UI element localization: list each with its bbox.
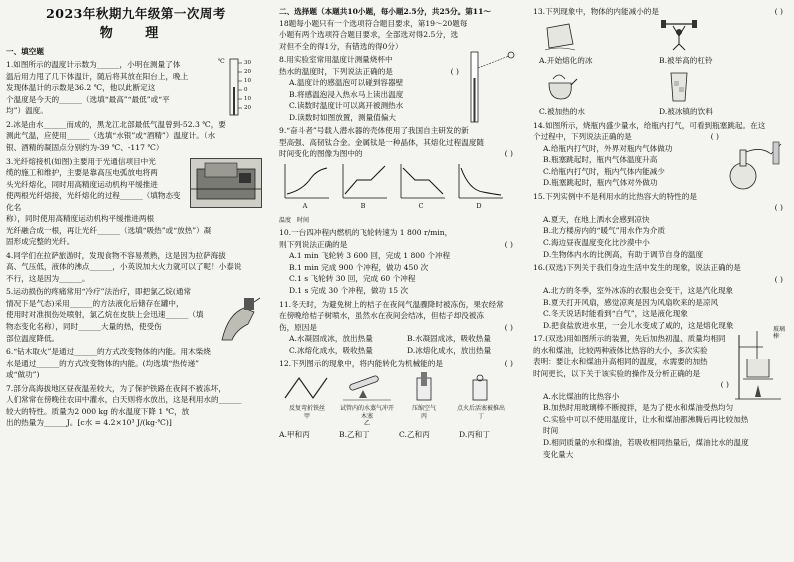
q12-answer-paren[interactable]: ( ) [504, 359, 513, 369]
q2-line: 银、酒精的凝固点分别约为-39 ℃、-117 ℃） [6, 143, 164, 152]
glass-rod-label: 玻璃棒 [773, 326, 786, 340]
q2-line: 2.冰是由水______而成的，黑龙江北部最低气温曾到-52.3 ℃，要 [6, 119, 226, 129]
q12-figure-ding [453, 372, 509, 427]
q10-answer-paren[interactable]: ( ) [504, 239, 513, 249]
q13-line-with-paren [533, 6, 789, 18]
q12-figure-yi [339, 372, 395, 427]
q1-line: 温后用力甩了几下体温计，随后将其放在阳台上，晚上 [6, 71, 189, 81]
q10-line: 10.一台四冲程内燃机的飞轮转速为 1 800 r/min， [279, 228, 453, 238]
question-6 [6, 346, 266, 381]
question-11 [279, 299, 519, 357]
kettle-icon [539, 69, 579, 103]
q5-line: 5.运动损伤的疼痛常用“冷疗”法治疗，即把氯乙烷(通常 [6, 287, 192, 297]
q2-line: 测此气温，应使用______（选填“水银”或“酒精”）温度计。（水 [6, 131, 216, 141]
q4-line: 高、气压低，液体的沸点______，小英说加大火力就可以了呢！小泰说 [6, 262, 242, 272]
q5-line: 情况下是气态)采用______的方法液化后储存在罐中， [6, 298, 184, 308]
q10-option-d[interactable]: D.1 s 完成 30 个冲程，做功 15 次 [289, 285, 409, 295]
melting-ice-icon [539, 18, 579, 52]
q8-option-a[interactable]: A.温度计的感温泡可以碰到容器壁 [289, 78, 404, 88]
question-17 [533, 326, 789, 460]
q11-option-c[interactable]: C.冰熔化成水，吸收热量 [289, 345, 373, 355]
q14-answer-paren[interactable]: ( ) [710, 132, 719, 142]
ignition-piston-icon [453, 372, 509, 402]
question-5 [6, 286, 266, 344]
q9-line-with-paren [279, 148, 519, 160]
q15-option-d[interactable]: D.生物体内水的比例高，有助于调节自身的温度 [543, 249, 704, 259]
flask-pump-icon [721, 140, 785, 192]
q9-line: 时间变化的图像为图中的 [279, 149, 363, 159]
column-1 [6, 0, 266, 431]
q11-line: 在傍晚给桔子树喷水，虽然水在夜间会结冰，但桔子却没被冻 [279, 311, 485, 321]
graph-d-plot [453, 162, 505, 202]
q9-graph-c[interactable] [395, 162, 447, 212]
q11-line-with-paren [279, 322, 519, 334]
q13-option-a-label: A.开始熔化的冰 [539, 56, 593, 66]
thermo-tick-label: 10 [244, 78, 251, 85]
question-13 [533, 6, 789, 118]
q13-option-c-label: C.被加热的水 [539, 107, 585, 117]
q17-option-c[interactable]: C.实验中可以不使用温度计，让水和煤油都沸腾后再比较加热 [543, 414, 749, 424]
spray-can-icon [214, 294, 262, 344]
q13-option-b[interactable] [659, 18, 769, 67]
q7-line: 7.部分高海拔地区昼夜温差较大，为了保护铁路在夜间不被冻坏， [6, 383, 226, 393]
iced-drink-icon [659, 69, 699, 103]
q9-graph-b[interactable] [337, 162, 389, 212]
q15-stem: 15.下列实例中不是利用水的比热容大的特性的是 [533, 191, 697, 201]
q4-line: 不行，这是因为______。 [6, 273, 90, 283]
q12-caption-bing: 压缩空气 [411, 405, 436, 413]
question-12 [279, 358, 519, 440]
q10-option-c[interactable]: C.1 s 飞轮转 30 回，完成 60 个冲程 [289, 274, 416, 284]
q3-line: 光纤融合成一根，再让光纤______（选填“吸热”或“放热”）凝 [6, 225, 212, 235]
q17-line: 17.(双选)用如图所示的装置，先后加热初温、质量均相同 [533, 334, 726, 344]
q4-line: 4.同学们在拉萨旅游时，发现食物不容易煮熟，这是因为拉萨海拔 [6, 250, 226, 260]
question-4 [6, 250, 266, 285]
q15-answer-paren[interactable]: ( ) [774, 203, 783, 213]
q12-option-b[interactable]: B.乙和丁 [339, 429, 370, 439]
q12-letter-jia: 甲 [303, 412, 310, 420]
q8-option-d[interactable]: D.读数时如图放置，测量值偏大 [289, 112, 396, 122]
q17-option-b[interactable]: B.加热时用玻璃棒不断搅拌，是为了使水和煤油受热均匀 [543, 403, 734, 413]
q8-line: 8.用实验室常用温度计测量烧杯中 [279, 55, 393, 65]
q10-option-a[interactable]: A.1 min 飞轮转 3 600 回，完成 1 800 个冲程 [289, 251, 451, 261]
q12-figures [279, 372, 519, 427]
q16-option-b[interactable]: B.夏天打开风扇，感觉凉爽是因为风扇吹来的是凉风 [543, 297, 719, 307]
section2-line: 对但不全的得1分，有错选的得0分） [279, 41, 403, 51]
q13-option-d-label: D.被冰镇的饮料 [659, 107, 713, 117]
q17-option-d[interactable]: D.相同质量的水和煤油，若吸收相同热量后，煤油比水的温度 [543, 438, 749, 447]
piston-compress-icon [399, 372, 449, 402]
section2-line: 小题有两个选项符合题目要求，全部选对得2.5分，选 [279, 30, 459, 40]
q17-option-d-cont: 变化量大 [543, 449, 574, 459]
section2-line: 二、选择题（本题共10小题，每小题2.5分，共25分。第11～ [279, 7, 491, 16]
thermometer-eye-icon [461, 48, 517, 128]
question-8 [279, 54, 519, 123]
thermo-tick-label: 20 [244, 105, 251, 112]
q9-label-c: C [418, 201, 424, 210]
q11-option-d[interactable]: D.冰熔化成水，放出热量 [407, 345, 492, 355]
q13-option-d[interactable] [659, 69, 769, 118]
q12-line: 12.下列图示的现象中，将内能转化为机械能的是 [279, 359, 443, 369]
q1-line: 个温度是今天的______（选填“最高”“最低”或“平 [6, 94, 170, 104]
q13-option-a[interactable] [539, 18, 649, 67]
q5-line: 部位温度降低。 [6, 333, 60, 343]
q9-graphs [279, 162, 519, 212]
thermometer-figure [218, 57, 262, 119]
q7-line: 较大的特性。质量为2 000 kg 的水温度下降 1 ℃，放 [6, 406, 190, 416]
q14-option-a[interactable]: A.给瓶内打气时，外界对瓶内气体做功 [543, 143, 673, 153]
q14-option-c[interactable]: C.给瓶内打气时，瓶内气体内能减少 [543, 166, 665, 176]
q11-option-b[interactable]: B.水凝固成冰，吸收热量 [407, 334, 491, 344]
q10-option-b[interactable]: B.1 min 完成 900 个冲程，做功 450 次 [289, 262, 429, 272]
question-9 [279, 125, 519, 225]
q17-answer-paren[interactable]: ( ) [720, 380, 729, 390]
q12-line-with-paren [279, 358, 519, 370]
q3-line: 缆的施工和维护，主要是靠高压电弧放电将两 [6, 168, 158, 178]
q13-stem: 13.下列现象中，物体的内能减小的是 [533, 7, 659, 16]
q6-line: 水是通过______的方式改变物体的内能。(均选填“热传递” [6, 358, 199, 368]
q9-graph-d[interactable] [453, 162, 505, 212]
section2-line: 18题每小题只有一个选项符合题目要求，第19～20题每 [279, 18, 468, 28]
q6-line: 6.“钻木取火”是通过______的方式改变物体的内能。用木柴烧 [6, 347, 211, 357]
thermometer-reading-figure [461, 48, 517, 128]
exam-title: 2023年秋期九年级第一次周考 [46, 6, 226, 21]
q17-line: 表明：要让水和煤油升高相同的温度，水需要的加热 [533, 357, 708, 367]
q12-caption-jia: 反复弯折铁丝 [288, 405, 325, 413]
graph-a-plot [279, 162, 331, 202]
q11-option-a[interactable]: A.水凝固成冰，放出热量 [289, 334, 373, 344]
q7-line: 出的热量为______J。[c水 = 4.2×10³ J/(kg·℃)] [6, 418, 172, 428]
q17-option-c-cont: 时间 [543, 426, 559, 436]
q12-letter-bing: 丙 [420, 412, 427, 420]
q11-line: 11.冬天时，为避免树上的桔子在夜间气温骤降时被冻伤，果农经常 [279, 299, 504, 309]
thermo-tick-label: 10 [244, 96, 251, 103]
flask-pump-figure [721, 140, 785, 192]
q17-line: 时间更长，以下关于该实验的操作及分析正确的是 [533, 368, 701, 378]
q12-option-d[interactable]: D.丙和丁 [459, 429, 491, 439]
q9-axis-y-label: 温度 [279, 216, 292, 224]
question-16 [533, 262, 789, 331]
q12-option-a[interactable]: A.甲和丙 [279, 429, 310, 439]
q15-option-a[interactable]: A.夏天，在地上洒水会感到凉快 [543, 214, 650, 224]
q5-line: 物态变化名称），同时______大量的热，使受伤 [6, 321, 162, 331]
section-multiple-choice [279, 6, 519, 52]
q3-line: 3.光纤熔接机(如图)主要用于光通信项目中光 [6, 156, 156, 166]
q1-line: 1.如图所示的温度计示数为______，小明在测量了体 [6, 60, 181, 70]
thermometer-icon [218, 57, 262, 119]
q13-option-b-label: B.被举高的杠铃 [659, 56, 713, 66]
q9-axis-x-label: 时间 [297, 216, 310, 224]
q9-label-a: A [302, 201, 308, 210]
q9-graph-a[interactable] [279, 162, 331, 212]
thermo-unit: ℃ [218, 58, 225, 66]
thermo-tick-label: 20 [244, 69, 251, 76]
q5-line: 使用时对准损伤处喷射，氯乙烷在皮肤上会迅速______（填 [6, 310, 204, 320]
question-7 [6, 383, 266, 429]
q16-option-c[interactable]: C.冬天说话时能看到“白气”，这是液化现象 [543, 309, 688, 319]
q10-line: 则下列说法正确的是 [279, 239, 348, 249]
question-10 [279, 227, 519, 296]
q1-line: 发现体温计的示数是36.2 ℃，他以此断定这 [6, 83, 156, 93]
column-2 [279, 0, 519, 442]
exam-subject: 物 理 [99, 26, 173, 41]
q15-option-c[interactable]: C.海边昼夜温度变化比沙漠中小 [543, 237, 650, 247]
section-fill-blank: 一、填空题 [6, 46, 44, 56]
q15-line-with-paren [533, 191, 789, 203]
bent-wire-icon [279, 372, 335, 402]
q14-line: 个过程中，下列说法正确的是 [533, 132, 632, 142]
q3-line: 头光纤熔化，同时用高精度运动机构平缓推进 [6, 179, 158, 189]
q9-line: 9.“奋斗者”号载人潜水器的壳体使用了我国自主研发的新 [279, 126, 469, 136]
q12-letter-ding: 丁 [477, 412, 484, 420]
fiber-fusion-machine-image [190, 158, 262, 208]
question-1 [6, 59, 266, 117]
q12-figure-jia [279, 372, 335, 427]
q12-caption-ding: 点火后活塞被推出 [456, 405, 505, 413]
q10-line-with-paren [279, 239, 519, 251]
thermo-tick-label: 0 [244, 87, 248, 94]
q3-line: 称），同时使用高精度运动机构平缓推进两根 [6, 214, 155, 224]
graph-c-plot [395, 162, 447, 202]
q11-line: 伤，原因是 [279, 322, 317, 332]
q9-label-b: B [360, 201, 366, 210]
graph-b-plot [337, 162, 389, 202]
q17-line: 的水和煤油，比较两种液体比热容的大小，多次实验 [533, 345, 708, 355]
weightlifter-icon [659, 18, 699, 52]
question-3 [6, 156, 266, 248]
question-2 [6, 119, 266, 154]
question-15 [533, 191, 789, 260]
question-14 [533, 120, 789, 189]
q16-option-d[interactable]: D.把食盐放进水里，一会儿水变成了咸的，这是熔化现象 [543, 320, 734, 330]
q6-line: 或“做功”) [6, 370, 40, 380]
q8-option-c[interactable]: C.读数时温度计可以离开被测热水 [289, 101, 404, 111]
test-tube-burner-icon [339, 372, 395, 402]
q16-answer-paren[interactable]: ( ) [774, 274, 783, 284]
cold-spray-image [214, 294, 262, 344]
q14-option-d[interactable]: D.瓶塞跳起时，瓶内气体对外做功 [543, 178, 658, 188]
q1-line: 均”）温度。 [6, 106, 48, 116]
q9-label-d: D [476, 201, 482, 210]
q16-stem: 16.(双选)下列关于我们身边生活中发生的现象，说法正确的是 [533, 263, 741, 273]
q12-caption-yi: 试管内的水蒸气冲开木塞 [339, 405, 394, 420]
q16-option-a[interactable]: A.北方的冬季，室外冰冻的衣服也会变干，这是汽化现象 [543, 286, 734, 296]
heating-apparatus-figure [733, 327, 785, 401]
q9-line: 型高强、高韧钛合金。金属钛是一种晶体，其熔化过程温度随 [279, 137, 485, 147]
q7-line: 人们常常在傍晚往农田中灌水，白天则将水放出，这是利用水的______ [6, 395, 242, 405]
q13-answer-paren[interactable]: ( ) [774, 7, 783, 16]
q9-answer-paren[interactable]: ( ) [504, 149, 513, 159]
q8-answer-paren[interactable]: ( ) [450, 67, 459, 77]
q8-option-b[interactable]: B.将感温泡浸入热水马上读出温度 [289, 89, 404, 99]
q8-line: 热水的温度时，下列说法正确的是 [279, 66, 393, 76]
q14-option-b[interactable]: B.瓶塞跳起时，瓶内气体温度升高 [543, 155, 658, 165]
thermo-tick-label: 30 [244, 60, 251, 67]
column-3 [533, 0, 789, 462]
q12-option-c[interactable]: C.乙和丙 [399, 429, 430, 439]
q17-option-a[interactable]: A.水比煤油的比热容小 [543, 391, 620, 401]
q3-line: 使两根光纤熔接，光纤熔化的过程______（填物态变化名 [6, 191, 181, 212]
q15-option-b[interactable]: B.北方楼房内的“暖气”用水作为介质 [543, 226, 666, 236]
fusion-splicer-icon [191, 159, 261, 207]
q11-answer-paren[interactable]: ( ) [504, 322, 513, 332]
q12-letter-yi: 乙 [363, 419, 370, 427]
q14-line: 14.如图所示，烧瓶内盛少量水，给瓶内打气，可看到瓶塞跳起。在这 [533, 120, 766, 130]
q13-option-c[interactable] [539, 69, 649, 118]
q12-figure-bing [399, 372, 449, 427]
q3-line: 固形成完整的光纤。 [6, 237, 75, 247]
